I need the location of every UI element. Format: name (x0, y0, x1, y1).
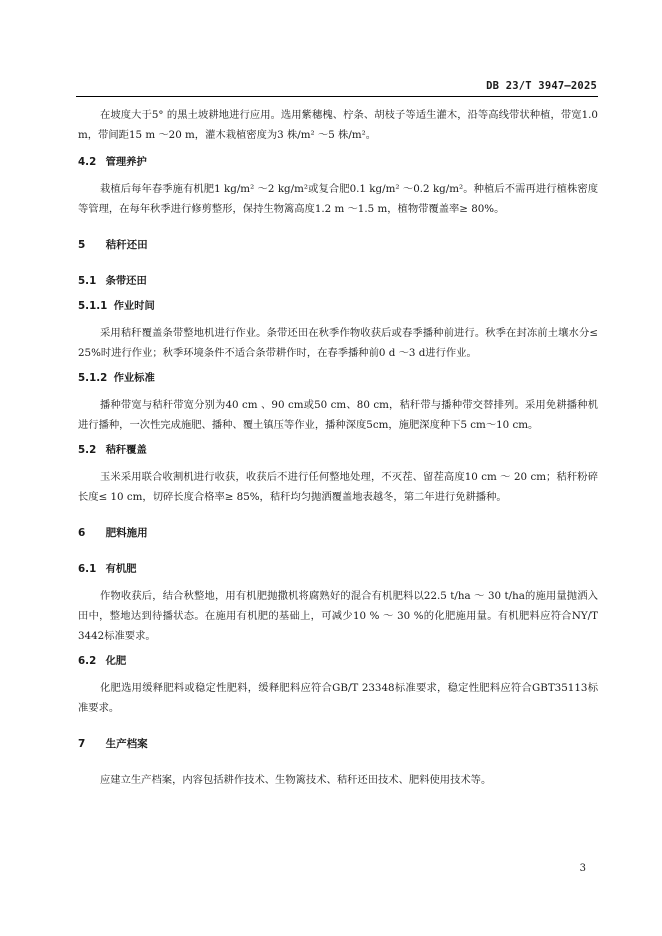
document-code: DB 23/T 3947—2025 (486, 80, 597, 92)
section-heading-7 (78, 734, 598, 754)
section-heading-6 (78, 523, 598, 543)
section-title: 作业标准 (113, 372, 155, 384)
section-heading-4-2 (78, 152, 598, 172)
paragraph-chemical-fertilizer: 化肥选用缓释肥料或稳定性肥料，缓释肥料应符合GB/T 23348标准要求，稳定性肥料应符合GBT35113标准要求。 (78, 682, 598, 714)
section-number: 7 (78, 738, 86, 750)
section-heading-5-2 (78, 440, 598, 460)
section-number: 5.1.2 (78, 372, 108, 384)
header-rule (76, 96, 598, 97)
section-title: 条带还田 (105, 275, 147, 287)
paragraph-operation-time: 采用秸秆覆盖条带整地机进行作业。条带还田在秋季作物收获后或春季播种前进行。秋季在封冻前土壤水分≤ 25%时进行作业；秋季环境条件不适合条带耕作时，在春季播种前0 d ～3 d进行作业。 (78, 327, 598, 359)
section-title: 化肥 (105, 655, 127, 667)
section-number: 5 (78, 239, 86, 251)
section-number: 5.1 (78, 275, 97, 287)
section-title: 秸秆覆盖 (105, 444, 147, 456)
page-number: 3 (579, 863, 586, 874)
section-title: 秸秆还田 (105, 239, 148, 251)
section-title: 生产档案 (105, 738, 148, 750)
section-heading-5-1 (78, 271, 598, 291)
section-heading-5-1-1 (78, 296, 598, 316)
section-heading-6-2 (78, 651, 598, 671)
section-title: 作业时间 (113, 300, 155, 312)
paragraph-organic-fertilizer: 作物收获后，结合秋整地，用有机肥抛撒机将腐熟好的混合有机肥料以22.5 t/ha ～ 30 t/ha的施用量抛洒入田中，整地达到待播状态。在施用有机肥的基础上，可减少10 % ～ 30 %的化肥施用量。有机肥料应符合NY/T 3442标准要求。 (78, 590, 598, 642)
section-title: 有机肥 (105, 563, 137, 575)
paragraph-operation-standard: 播种带宽与秸秆带宽分别为40 cm 、90 cm或50 cm、80 cm，秸秆带与播种带交替排列。采用免耕播种机进行播种，一次性完成施肥、播种、覆土镇压等作业，播种深度5cm，施肥深度种下5 cm～10 cm。 (78, 399, 598, 431)
section-number: 5.1.1 (78, 300, 108, 312)
paragraph-straw-mulch: 玉米采用联合收割机进行收获，收获后不进行任何整地处理，不灭茬、留茬高度10 cm ～ 20 cm；秸秆粉碎长度≤ 10 cm，切碎长度合格率≥ 85%，秸秆均匀抛洒覆盖地表越冬，第二年进行免耕播种。 (78, 471, 598, 503)
section-number: 6 (78, 527, 86, 539)
section-number: 6.1 (78, 563, 97, 575)
section-heading-5-1-2 (78, 368, 598, 388)
section-number: 5.2 (78, 444, 97, 456)
paragraph-management: 栽植后每年春季施有机肥1 kg/m² ～2 kg/m²或复合肥0.1 kg/m² ～0.2 kg/m²。种植后不需再进行植株密度等管理，在每年秋季进行修剪整形，保持生物篱高度1.2 m ～1.5 m，植物带覆盖率≥ 80%。 (78, 183, 598, 215)
section-title: 肥料施用 (105, 527, 148, 539)
page-body (78, 105, 598, 790)
section-title: 管理养护 (105, 156, 147, 168)
section-number: 6.2 (78, 655, 97, 667)
paragraph-production-records: 应建立生产档案，内容包括耕作技术、生物篱技术、秸秆还田技术、肥料使用技术等。 (100, 774, 492, 786)
section-heading-5 (78, 235, 598, 255)
section-heading-6-1 (78, 559, 598, 579)
section-number: 4.2 (78, 156, 97, 168)
paragraph-slope-application: 在坡度大于5° 的黑土坡耕地进行应用。选用紫穗槐、柠条、胡枝子等适生灌木，沿等高线带状种植，带宽1.0 m，带间距15 m ～20 m，灌木栽植密度为3 株/m² ～5 株/m²。 (78, 109, 598, 141)
